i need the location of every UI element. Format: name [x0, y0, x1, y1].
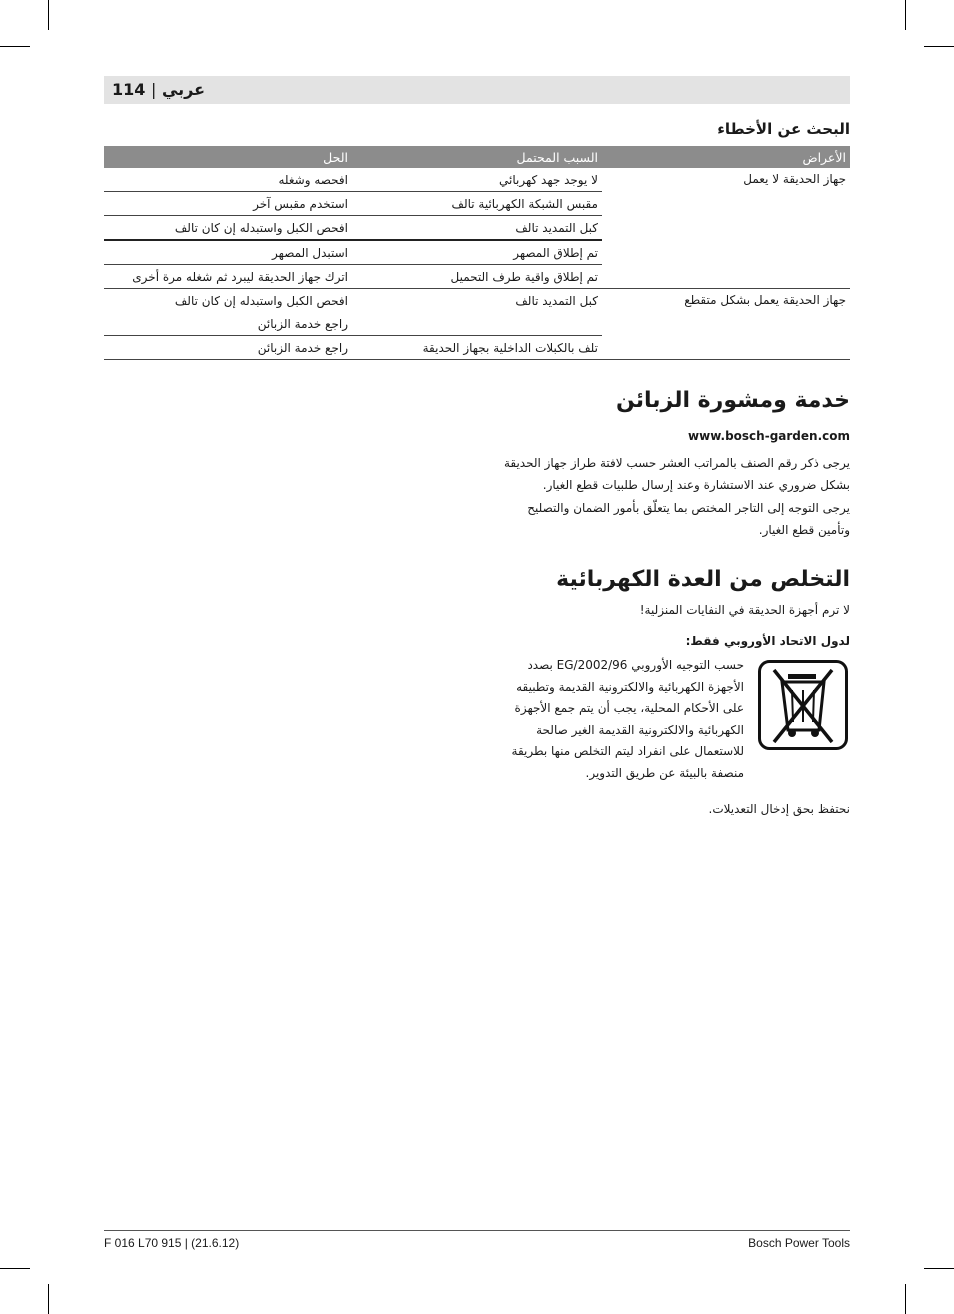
crop-mark [905, 1284, 906, 1314]
crop-mark [48, 1284, 49, 1314]
crop-mark [0, 46, 30, 47]
table-header-row [104, 146, 850, 168]
remedy-cell: استخدم مقبس آخر [104, 192, 352, 216]
footer-rule [104, 1230, 850, 1231]
symptom-cell: جهاز الحديقة يعمل بشكل متقطع [602, 289, 850, 360]
remedy-cell: افحص الكبل واستبدله إن كان تالف [174, 293, 348, 308]
column-header-remedy: الحل [104, 146, 352, 168]
column-header-symptoms: الأعراض [602, 146, 850, 168]
footer-brand: Bosch Power Tools [748, 1236, 850, 1250]
cause-cell: لا يوجد جهد كهربائي [352, 168, 602, 192]
troubleshooting-title: البحث عن الأخطاء [717, 120, 850, 138]
weee-directive-text: حسب التوجيه الأوروبي 2002/96/EG بصدد الأجهزة الكهربائية والالكترونية القديمة وتطبيقه على الأحكام المحلية، يجب أن يتم جمع الأجهزة الكهربائية والالكترونية القديمة الغير صالحة للاستعمال على انفراد ليتم التخلص منها بطريقة منصفة بالبيئة عن طريق التدوير. [511, 658, 744, 780]
troubleshooting-table [104, 146, 850, 360]
cause-cell: كبل التمديد تالف [515, 293, 598, 308]
page-header [104, 76, 850, 104]
cause-cell: تم إطلاق المصهر [352, 240, 602, 265]
footer-document-code: F 016 L70 915 | (21.6.12) [104, 1236, 240, 1250]
service-title: خدمة ومشورة الزبائن [615, 388, 850, 413]
crop-mark [924, 1268, 954, 1269]
changes-reserved-note: نحتفظ بحق إدخال التعديلات. [708, 802, 850, 816]
crop-mark [0, 1268, 30, 1269]
disposal-title: التخلص من العدة الكهربائية [556, 567, 850, 592]
cause-cell: كبل التمديد تالف [352, 216, 602, 241]
cause-cell: تلف بالكبلات الداخلية بجهاز الحديقة [352, 336, 602, 360]
page-header-text [112, 80, 205, 99]
crop-mark [924, 46, 954, 47]
cause-cell: تم إطلاق واقية طرف التحميل [352, 265, 602, 289]
service-website-link[interactable]: www.bosch-garden.com [688, 429, 850, 443]
crop-mark [48, 0, 49, 30]
remedy-cell: راجع خدمة الزبائن [104, 312, 352, 336]
page-number: 114 [112, 80, 146, 99]
remedy-cell: افحص الكبل واستبدله إن كان تالف [104, 216, 352, 241]
cause-cell: مقبس الشبكة الكهربائية تالف [352, 192, 602, 216]
disposal-warning: لا ترم أجهزة الحديقة في النفايات المنزلية! [639, 603, 850, 617]
table-row [104, 168, 850, 192]
cause-cell [352, 312, 602, 336]
header-separator: | [150, 80, 157, 99]
column-header-cause: السبب المحتمل [352, 146, 602, 168]
crop-mark [905, 0, 906, 30]
eu-only-heading: لدول الاتحاد الأوروبي فقط: [685, 634, 850, 648]
table-row [104, 289, 850, 313]
remedy-cell: افحصه وشغله [104, 168, 352, 192]
service-paragraph-2: يرجى التوجه إلى التاجر المختص بما يتعلّق بأمور الضمان والتصليح وتأمين قطع الغيار. [527, 501, 850, 537]
remedy-cell: استبدل المصهر [104, 240, 352, 265]
symptom-cell: جهاز الحديقة لا يعمل [602, 168, 850, 289]
remedy-cell: اترك جهاز الحديقة ليبرد ثم شغله مرة أخرى [104, 265, 352, 289]
crossed-out-wheelie-bin-icon [758, 660, 848, 750]
remedy-cell: راجع خدمة الزبائن [104, 336, 352, 360]
service-paragraph-1: يرجى ذكر رقم الصنف بالمراتب العشر حسب لافتة طراز جهاز الحديقة بشكل ضروري عند الاستشارة وعند إرسال طلبيات قطع الغيار. [503, 456, 850, 492]
header-language: عربي [161, 80, 206, 99]
